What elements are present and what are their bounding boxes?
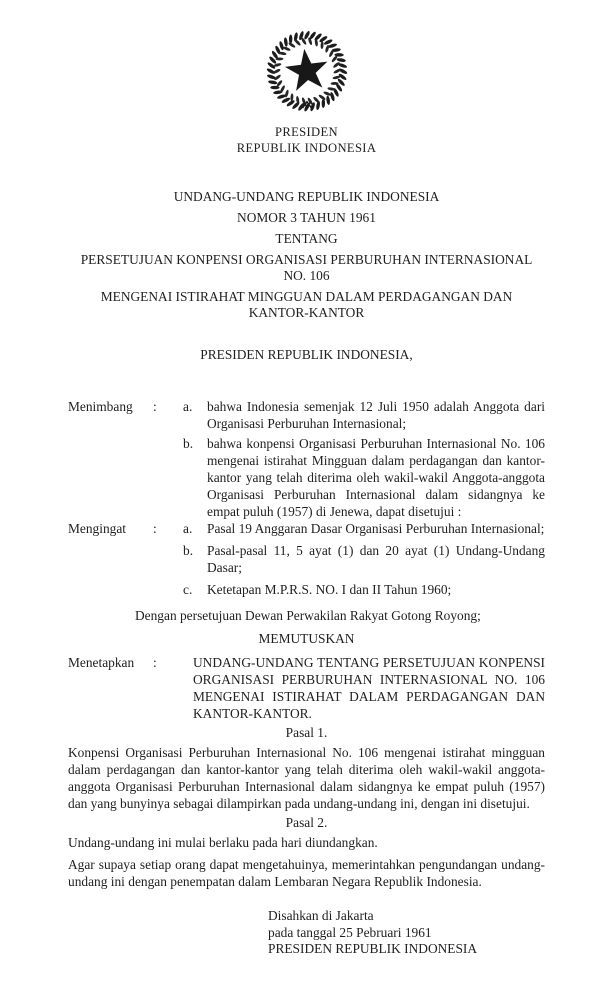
law-number: NOMOR 3 TAHUN 1961 xyxy=(237,210,376,225)
item-letter: a. xyxy=(183,399,193,414)
letterhead-republik: REPUBLIK INDONESIA xyxy=(236,140,377,155)
law-title: UNDANG-UNDANG REPUBLIK INDONESIA xyxy=(173,189,440,204)
letterhead xyxy=(68,125,545,156)
pasal-2-body: Undang-undang ini mulai berlaku pada hari diundangkan. xyxy=(68,835,378,850)
star-icon xyxy=(283,46,330,92)
tentang-label: TENTANG xyxy=(275,231,338,246)
menimbang-item-a xyxy=(183,398,545,432)
agreement-line: Dengan persetujuan Dewan Perwakilan Rakyat Gotong Royong; xyxy=(135,608,481,623)
pasal-1-heading: Pasal 1. xyxy=(285,725,328,740)
item-letter: a. xyxy=(183,521,193,536)
signature-place: Disahkan di Jakarta xyxy=(268,908,374,923)
item-text: bahwa konpensi Organisasi Perburuhan Internasional No. 106 mengenai istirahat Mingguan dalam perdagangan dan kantor-kantor yang telah diterima oleh wakil-wakil Anggota-anggota Organisasi Perburuhan Internasional dalam sidangnya ke empat puluh (1957) di Jenewa, dapat disetujui : xyxy=(207,436,545,519)
law-subject-1: PERSETUJUAN KONPENSI ORGANISASI PERBURUHAN INTERNASIONAL NO. 106 xyxy=(80,252,533,283)
pasal-2-heading: Pasal 2. xyxy=(285,815,328,830)
presidential-seal xyxy=(261,28,353,118)
mengingat-item-b xyxy=(183,542,545,576)
item-text: Ketetapan M.P.R.S. NO. I dan II Tahun 1960; xyxy=(207,582,452,597)
menetapkan-colon: : xyxy=(153,655,157,670)
star-wreath-seal-icon xyxy=(261,28,353,118)
mengingat-colon: : xyxy=(153,521,157,536)
mengingat-label: Mengingat xyxy=(68,521,127,536)
item-letter: b. xyxy=(183,543,194,558)
mengingat-item-a xyxy=(183,520,545,537)
menimbang-label: Menimbang xyxy=(68,399,133,414)
item-letter: c. xyxy=(183,582,193,597)
menimbang-colon: : xyxy=(153,399,157,414)
letterhead-presiden: PRESIDEN xyxy=(275,125,338,139)
menetapkan-label: Menetapkan xyxy=(68,655,135,670)
menetapkan-text: UNDANG-UNDANG TENTANG PERSETUJUAN KONPENSI ORGANISASI PERBURUHAN INTERNASIONAL NO. 106 MENGENAI ISTIRAHAT DALAM PERDAGANGAN DAN KANTOR-KANTOR. xyxy=(193,655,545,721)
item-text: bahwa Indonesia semenjak 12 Juli 1950 adalah Anggota dari Organisasi Perburuhan Internasional; xyxy=(207,399,545,431)
law-title-block xyxy=(71,189,543,321)
item-text: Pasal 19 Anggaran Dasar Organisasi Perburuhan Internasional; xyxy=(207,521,545,536)
signature-block xyxy=(268,908,545,958)
signature-title: PRESIDEN REPUBLIK INDONESIA xyxy=(268,941,478,956)
mengingat-item-c xyxy=(183,581,545,598)
menimbang-section xyxy=(68,398,545,520)
item-text: Pasal-pasal 11, 5 ayat (1) dan 20 ayat (1) Undang-Undang Dasar; xyxy=(207,543,545,575)
item-letter: b. xyxy=(183,436,194,451)
closing-paragraph: Agar supaya setiap orang dapat mengetahuinya, memerintahkan pengundangan undang-undang ini dengan penempatan dalam Lembaran Negara Republik Indonesia. xyxy=(68,857,545,889)
memutuskan-heading: MEMUTUSKAN xyxy=(258,631,355,646)
law-subject-2: MENGENAI ISTIRAHAT MINGGUAN DALAM PERDAGANGAN DAN KANTOR-KANTOR xyxy=(100,289,513,320)
menetapkan-section xyxy=(68,654,545,722)
pasal-1-body: Konpensi Organisasi Perburuhan Internasional No. 106 mengenai istirahat mingguan dalam perdagangan dan kantor-kantor yang telah diterima oleh wakil-wakil anggota-anggota Organisasi Perburuhan Internasional dalam sidangnya ke empat puluh (1957) dan yang bunyinya sebagai dilampirkan pada undang-undang ini, dengan ini disetujui. xyxy=(68,745,545,811)
salutation-line: PRESIDEN REPUBLIK INDONESIA, xyxy=(200,347,413,362)
mengingat-section xyxy=(68,520,545,603)
menimbang-item-b xyxy=(183,435,545,520)
signature-date: pada tanggal 25 Pebruari 1961 xyxy=(268,924,432,940)
